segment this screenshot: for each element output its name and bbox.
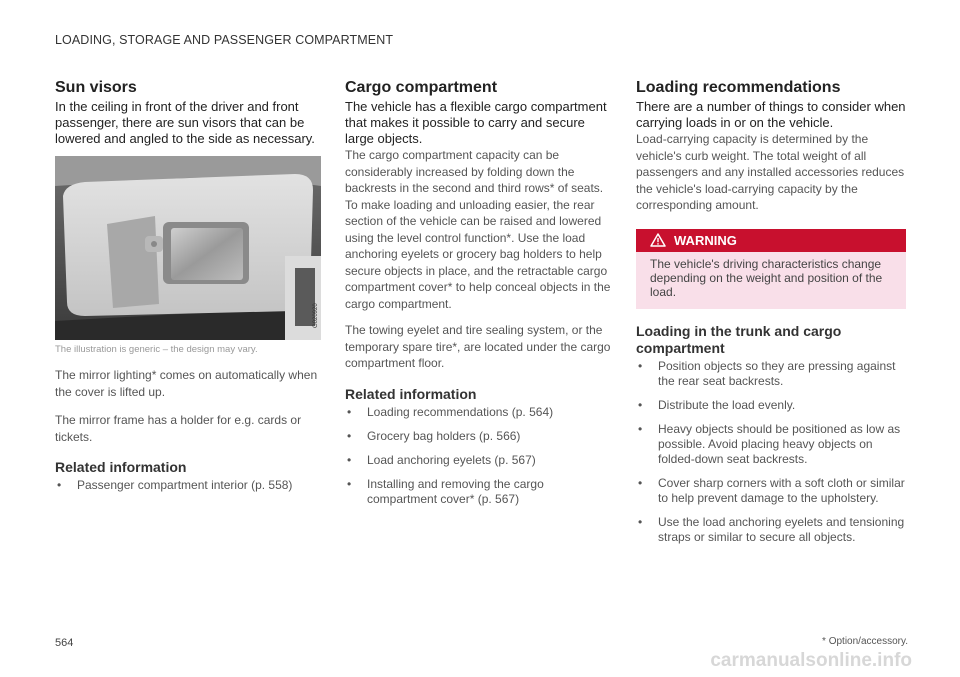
warning-label: WARNING: [674, 232, 737, 248]
related-info-title: Related information: [345, 385, 477, 402]
towing-eyelet-text: The towing eyelet and tire sealing system, or the temporary spare tire*, are located under the cargo compartment floor.: [345, 323, 611, 370]
bullet-icon: •: [638, 397, 643, 412]
page-number: 564: [55, 637, 74, 649]
related-link[interactable]: • Passenger compartment interior (p. 558): [57, 478, 293, 492]
loading-bullet: • Position objects so they are pressing against the rear seat backrests.: [638, 358, 896, 388]
related-info-title: Related information: [55, 459, 187, 475]
footnote: * Option/accessory.: [822, 636, 908, 647]
warning-triangle-icon: [650, 233, 666, 247]
bullet-icon: •: [638, 358, 643, 373]
column-cargo-compartment: [345, 78, 613, 516]
section-header: LOADING, STORAGE AND PASSENGER COMPARTMENT: [55, 33, 394, 47]
mirror-frame-text: The mirror frame has a holder for e.g. cards or tickets.: [55, 413, 302, 444]
sun-visor-illustration: [55, 156, 321, 340]
cargo-capacity-text: The cargo compartment capacity can be considerably increased by folding down the backrests in the second and third rows* of seats. To make loading and unloading easier, the rear section of the vehicle can be raised and lowered using the level control function*. Use the load anchoring eyelets or grocery bag holders to help secure objects in place, and the retractable cargo compartment cover* to help conceal objects in the cargo compartment.: [345, 148, 611, 311]
bullet-icon: •: [347, 428, 352, 443]
bullet-icon: •: [57, 478, 62, 492]
loading-title: Loading recommendations: [636, 79, 841, 96]
bullet-icon: •: [347, 452, 352, 467]
mirror-lighting-text: The mirror lighting* comes on automatically when the cover is lifted up.: [55, 368, 318, 399]
related-link[interactable]: • Loading recommendations (p. 564): [347, 404, 554, 419]
loading-bullet: • Heavy objects should be positioned as low as possible. Avoid placing heavy objects on folded-down seat backrests.: [638, 421, 901, 466]
cargo-title: Cargo compartment: [345, 79, 498, 96]
bullet-icon: •: [638, 514, 643, 529]
loading-bullet: • Cover sharp corners with a soft cloth or similar to help prevent damage to the upholstery.: [638, 475, 905, 505]
bullet-icon: •: [347, 404, 352, 419]
warning-header: [636, 229, 906, 252]
loading-subtitle: Loading in the trunk and cargo compartment: [636, 322, 842, 356]
column-loading-recommendations: [636, 78, 906, 554]
sun-visors-title: Sun visors: [55, 79, 137, 96]
image-code: G020920: [313, 303, 319, 328]
load-capacity-text: Load-carrying capacity is determined by the vehicle's curb weight. The total weight of all passengers and any installed accessories reduces the vehicle's load-carrying capacity by the corresponding amount.: [636, 132, 905, 212]
warning-box: [636, 229, 906, 309]
bullet-icon: •: [347, 476, 352, 491]
sun-visor-image: [55, 156, 321, 340]
bullet-icon: •: [638, 475, 643, 490]
illustration-caption: The illustration is generic – the design may vary.: [55, 344, 258, 355]
related-list: [345, 405, 613, 507]
related-link[interactable]: • Load anchoring eyelets (p. 567): [347, 452, 536, 467]
related-link[interactable]: • Installing and removing the cargo compartment cover* (p. 567): [347, 476, 544, 506]
cargo-lead: The vehicle has a flexible cargo compartment that makes it possible to carry and secure large objects.: [345, 99, 607, 146]
related-list: [55, 478, 323, 493]
loading-bullet: • Distribute the load evenly.: [638, 397, 796, 412]
sun-visors-lead: In the ceiling in front of the driver and front passenger, there are sun visors that can be lowered and angled to the side as necessary.: [55, 99, 315, 146]
watermark: carmanualsonline.info: [710, 650, 912, 671]
bullet-icon: •: [638, 421, 643, 436]
loading-bullet: • Use the load anchoring eyelets and tensioning straps or similar to secure all objects.: [638, 514, 905, 544]
loading-lead: There are a number of things to consider when carrying loads in or on the vehicle.: [636, 99, 906, 130]
warning-text: The vehicle's driving characteristics change depending on the weight and position of the load.: [636, 252, 906, 309]
related-link[interactable]: • Grocery bag holders (p. 566): [347, 428, 521, 443]
column-sun-visors: [55, 78, 323, 502]
loading-bullets: [636, 359, 906, 545]
